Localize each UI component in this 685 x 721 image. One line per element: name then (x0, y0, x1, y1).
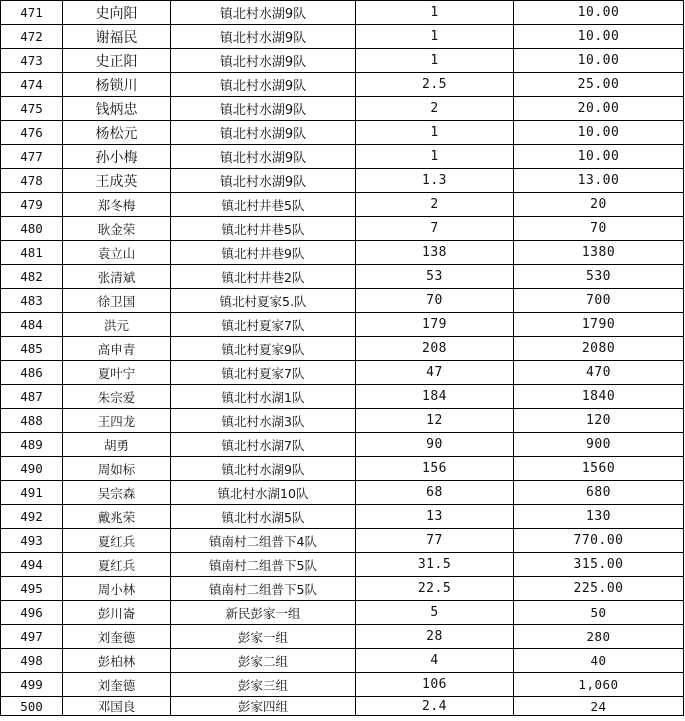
quantity-cell: 47 (356, 361, 514, 385)
quantity-cell: 53 (356, 265, 514, 289)
row-number-cell: 477 (1, 145, 63, 169)
row-number-cell: 485 (1, 337, 63, 361)
address-cell: 镇北村井巷9队 (171, 241, 356, 265)
person-name-cell: 周小林 (63, 577, 171, 601)
address-cell: 镇南村二组普下5队 (171, 577, 356, 601)
person-name-cell: 胡勇 (63, 433, 171, 457)
person-name-cell: 史向阳 (63, 1, 171, 25)
table-row (1, 433, 684, 457)
table-row (1, 265, 684, 289)
records-table-body (1, 1, 684, 716)
address-cell: 彭家三组 (171, 673, 356, 697)
amount-cell: 530 (514, 265, 684, 289)
quantity-cell: 77 (356, 529, 514, 553)
address-cell: 镇北村水湖9队 (171, 25, 356, 49)
amount-cell: 2080 (514, 337, 684, 361)
amount-cell: 70 (514, 217, 684, 241)
amount-cell: 700 (514, 289, 684, 313)
row-number-cell: 480 (1, 217, 63, 241)
amount-cell: 1840 (514, 385, 684, 409)
person-name-cell: 钱炳忠 (63, 97, 171, 121)
amount-cell: 1,060 (514, 673, 684, 697)
address-cell: 镇北村夏家7队 (171, 313, 356, 337)
quantity-cell: 31.5 (356, 553, 514, 577)
amount-cell: 13.00 (514, 169, 684, 193)
table-row (1, 649, 684, 673)
person-name-cell: 谢福民 (63, 25, 171, 49)
table-row (1, 241, 684, 265)
person-name-cell: 刘奎德 (63, 673, 171, 697)
person-name-cell: 刘奎德 (63, 625, 171, 649)
address-cell: 镇北村水湖9队 (171, 1, 356, 25)
person-name-cell: 夏红兵 (63, 529, 171, 553)
quantity-cell: 4 (356, 649, 514, 673)
table-row (1, 481, 684, 505)
quantity-cell: 22.5 (356, 577, 514, 601)
row-number-cell: 500 (1, 697, 63, 716)
address-cell: 镇北村水湖9队 (171, 97, 356, 121)
amount-cell: 10.00 (514, 145, 684, 169)
quantity-cell: 7 (356, 217, 514, 241)
quantity-cell: 1 (356, 145, 514, 169)
table-row (1, 1, 684, 25)
amount-cell: 1380 (514, 241, 684, 265)
row-number-cell: 474 (1, 73, 63, 97)
amount-cell: 10.00 (514, 121, 684, 145)
person-name-cell: 徐卫国 (63, 289, 171, 313)
table-row (1, 505, 684, 529)
table-row (1, 529, 684, 553)
person-name-cell: 夏红兵 (63, 553, 171, 577)
address-cell: 镇北村水湖9队 (171, 457, 356, 481)
address-cell: 镇北村井巷5队 (171, 193, 356, 217)
amount-cell: 10.00 (514, 1, 684, 25)
table-row (1, 217, 684, 241)
address-cell: 镇北村水湖9队 (171, 73, 356, 97)
table-row (1, 697, 684, 716)
row-number-cell: 472 (1, 25, 63, 49)
address-cell: 新民彭家一组 (171, 601, 356, 625)
address-cell: 彭家四组 (171, 697, 356, 716)
row-number-cell: 476 (1, 121, 63, 145)
amount-cell: 10.00 (514, 49, 684, 73)
table-row (1, 553, 684, 577)
quantity-cell: 5 (356, 601, 514, 625)
row-number-cell: 490 (1, 457, 63, 481)
person-name-cell: 吴宗森 (63, 481, 171, 505)
person-name-cell: 张清斌 (63, 265, 171, 289)
address-cell: 镇北村水湖9队 (171, 49, 356, 73)
person-name-cell: 王成英 (63, 169, 171, 193)
amount-cell: 130 (514, 505, 684, 529)
address-cell: 镇南村二组普下5队 (171, 553, 356, 577)
table-row (1, 169, 684, 193)
address-cell: 彭家一组 (171, 625, 356, 649)
row-number-cell: 497 (1, 625, 63, 649)
address-cell: 镇北村夏家9队 (171, 337, 356, 361)
quantity-cell: 2.5 (356, 73, 514, 97)
table-row (1, 73, 684, 97)
person-name-cell: 彭柏林 (63, 649, 171, 673)
amount-cell: 40 (514, 649, 684, 673)
address-cell: 镇南村二组普下4队 (171, 529, 356, 553)
address-cell: 镇北村水湖9队 (171, 121, 356, 145)
address-cell: 镇北村夏家5.队 (171, 289, 356, 313)
quantity-cell: 156 (356, 457, 514, 481)
amount-cell: 50 (514, 601, 684, 625)
amount-cell: 770.00 (514, 529, 684, 553)
address-cell: 镇北村水湖9队 (171, 145, 356, 169)
amount-cell: 280 (514, 625, 684, 649)
table-row (1, 577, 684, 601)
person-name-cell: 史正阳 (63, 49, 171, 73)
table-row (1, 361, 684, 385)
table-row (1, 313, 684, 337)
row-number-cell: 479 (1, 193, 63, 217)
table-row (1, 673, 684, 697)
amount-cell: 1560 (514, 457, 684, 481)
address-cell: 镇北村井巷2队 (171, 265, 356, 289)
row-number-cell: 499 (1, 673, 63, 697)
quantity-cell: 184 (356, 385, 514, 409)
row-number-cell: 482 (1, 265, 63, 289)
quantity-cell: 13 (356, 505, 514, 529)
person-name-cell: 彭川崙 (63, 601, 171, 625)
address-cell: 镇北村夏家7队 (171, 361, 356, 385)
person-name-cell: 周如标 (63, 457, 171, 481)
row-number-cell: 498 (1, 649, 63, 673)
amount-cell: 225.00 (514, 577, 684, 601)
person-name-cell: 邓国良 (63, 697, 171, 716)
amount-cell: 120 (514, 409, 684, 433)
quantity-cell: 68 (356, 481, 514, 505)
person-name-cell: 杨松元 (63, 121, 171, 145)
address-cell: 彭家二组 (171, 649, 356, 673)
row-number-cell: 496 (1, 601, 63, 625)
table-row (1, 601, 684, 625)
row-number-cell: 484 (1, 313, 63, 337)
row-number-cell: 492 (1, 505, 63, 529)
quantity-cell: 70 (356, 289, 514, 313)
address-cell: 镇北村水湖10队 (171, 481, 356, 505)
person-name-cell: 耿金荣 (63, 217, 171, 241)
quantity-cell: 106 (356, 673, 514, 697)
row-number-cell: 487 (1, 385, 63, 409)
amount-cell: 315.00 (514, 553, 684, 577)
person-name-cell: 夏叶宁 (63, 361, 171, 385)
table-row (1, 457, 684, 481)
quantity-cell: 28 (356, 625, 514, 649)
quantity-cell: 1.3 (356, 169, 514, 193)
row-number-cell: 473 (1, 49, 63, 73)
row-number-cell: 475 (1, 97, 63, 121)
person-name-cell: 洪元 (63, 313, 171, 337)
row-number-cell: 483 (1, 289, 63, 313)
amount-cell: 25.00 (514, 73, 684, 97)
address-cell: 镇北村水湖9队 (171, 169, 356, 193)
quantity-cell: 2.4 (356, 697, 514, 716)
address-cell: 镇北村水湖3队 (171, 409, 356, 433)
row-number-cell: 495 (1, 577, 63, 601)
quantity-cell: 2 (356, 97, 514, 121)
address-cell: 镇北村水湖1队 (171, 385, 356, 409)
table-row (1, 193, 684, 217)
table-row (1, 145, 684, 169)
row-number-cell: 471 (1, 1, 63, 25)
person-name-cell: 王四龙 (63, 409, 171, 433)
quantity-cell: 1 (356, 25, 514, 49)
row-number-cell: 478 (1, 169, 63, 193)
quantity-cell: 1 (356, 1, 514, 25)
quantity-cell: 1 (356, 49, 514, 73)
table-row (1, 121, 684, 145)
person-name-cell: 杨锁川 (63, 73, 171, 97)
quantity-cell: 2 (356, 193, 514, 217)
quantity-cell: 179 (356, 313, 514, 337)
amount-cell: 900 (514, 433, 684, 457)
row-number-cell: 481 (1, 241, 63, 265)
quantity-cell: 208 (356, 337, 514, 361)
row-number-cell: 488 (1, 409, 63, 433)
amount-cell: 1790 (514, 313, 684, 337)
amount-cell: 680 (514, 481, 684, 505)
address-cell: 镇北村水湖7队 (171, 433, 356, 457)
quantity-cell: 138 (356, 241, 514, 265)
person-name-cell: 郑冬梅 (63, 193, 171, 217)
person-name-cell: 戴兆荣 (63, 505, 171, 529)
row-number-cell: 491 (1, 481, 63, 505)
row-number-cell: 489 (1, 433, 63, 457)
table-row (1, 385, 684, 409)
table-row (1, 625, 684, 649)
amount-cell: 20.00 (514, 97, 684, 121)
person-name-cell: 朱宗爱 (63, 385, 171, 409)
person-name-cell: 孙小梅 (63, 145, 171, 169)
quantity-cell: 12 (356, 409, 514, 433)
row-number-cell: 486 (1, 361, 63, 385)
quantity-cell: 90 (356, 433, 514, 457)
amount-cell: 470 (514, 361, 684, 385)
amount-cell: 10.00 (514, 25, 684, 49)
table-row (1, 289, 684, 313)
row-number-cell: 494 (1, 553, 63, 577)
table-row (1, 337, 684, 361)
amount-cell: 24 (514, 697, 684, 716)
table-row (1, 97, 684, 121)
amount-cell: 20 (514, 193, 684, 217)
address-cell: 镇北村水湖5队 (171, 505, 356, 529)
table-row (1, 25, 684, 49)
quantity-cell: 1 (356, 121, 514, 145)
address-cell: 镇北村井巷5队 (171, 217, 356, 241)
person-name-cell: 袁立山 (63, 241, 171, 265)
row-number-cell: 493 (1, 529, 63, 553)
table-row (1, 49, 684, 73)
table-row (1, 409, 684, 433)
person-name-cell: 高申青 (63, 337, 171, 361)
